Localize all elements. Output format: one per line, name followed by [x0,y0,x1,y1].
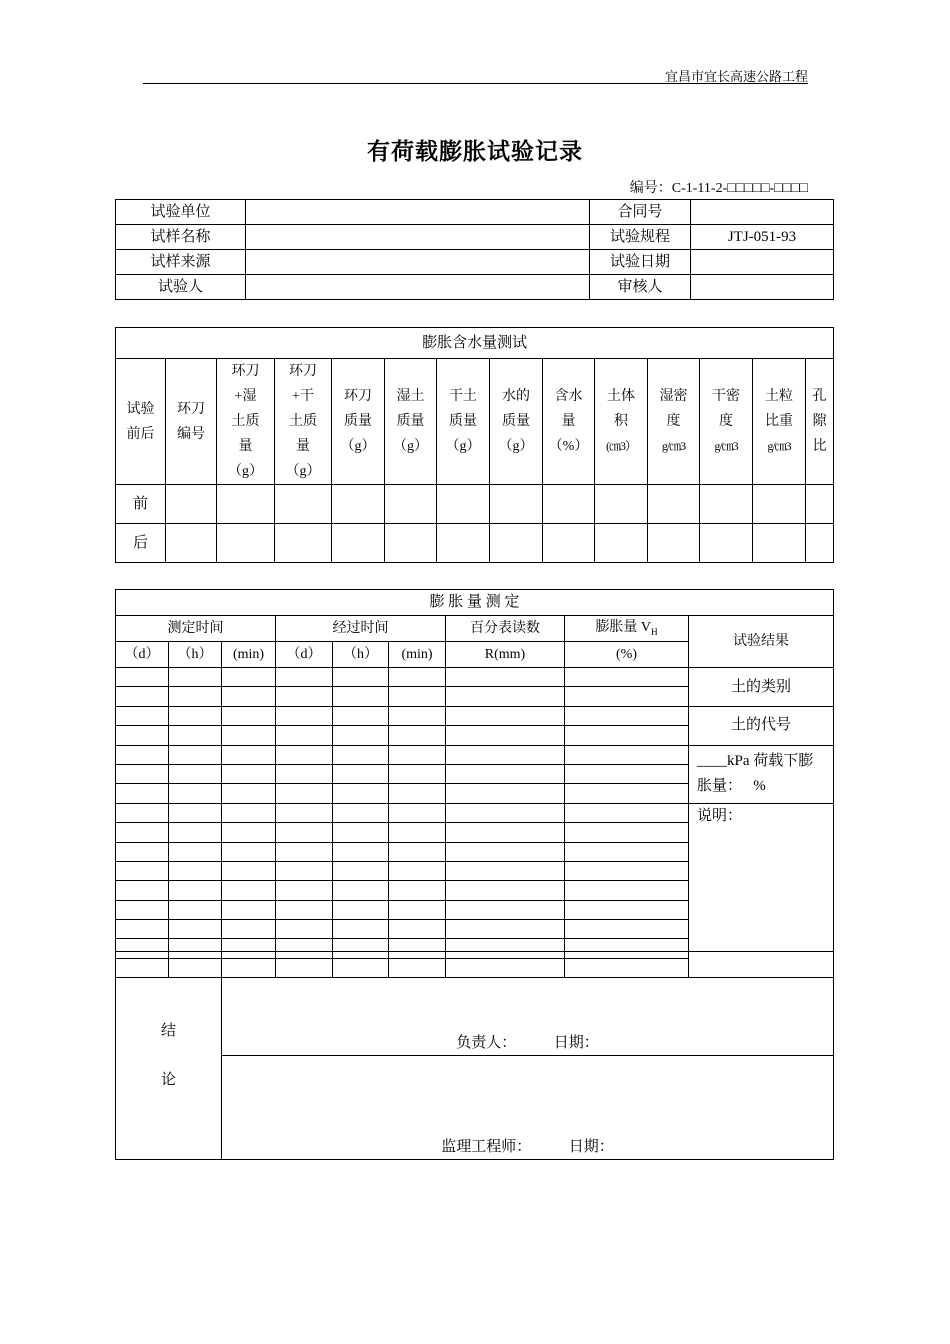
expansion-data-cell[interactable] [169,784,222,803]
soil-code-cell: 土的代号 [689,706,834,745]
expansion-data-cell[interactable] [116,745,169,764]
row-after [116,524,834,563]
expansion-data-cell[interactable] [116,668,169,687]
moisture-data-cell[interactable] [806,524,834,563]
date-label: 试验日期 [590,250,691,275]
expansion-data-cell[interactable] [222,726,276,745]
unit-min: (min) [222,642,276,668]
expansion-data-cell[interactable] [222,842,276,861]
moisture-col-header [543,359,595,485]
expansion-data-cell[interactable] [565,861,689,880]
expansion-data-cell[interactable] [169,726,222,745]
moisture-col-header [437,359,490,485]
dial-reading-header: 百分表读数 [446,616,565,642]
unit-r: R(mm) [446,642,565,668]
moisture-data-cell[interactable] [648,485,700,524]
expansion-data-cell[interactable] [276,764,333,783]
moisture-col-header-line: （%） [548,439,589,454]
moisture-col-header-line: 环刀 [231,364,260,379]
moisture-col-header [648,359,700,485]
expansion-data-cell[interactable] [446,706,565,725]
moisture-data-cell[interactable] [700,524,753,563]
unit-h-elapsed: （h） [333,642,389,668]
expansion-data-cell[interactable] [333,745,389,764]
moisture-col-header [166,359,217,485]
moisture-data-cell[interactable] [275,524,332,563]
expansion-table [115,589,834,978]
moisture-col-header-line: +干 [292,389,314,404]
moisture-col-header [806,359,834,485]
expansion-data-cell[interactable] [565,706,689,725]
expansion-data-cell[interactable] [565,842,689,861]
expansion-data-cell[interactable] [276,706,333,725]
moisture-col-header-line: 湿土 [396,389,425,404]
expansion-data-cell[interactable] [446,764,565,783]
expansion-data-cell[interactable] [169,803,222,822]
moisture-col-header [217,359,275,485]
page-title: 有荷载膨胀试验记录 [367,139,583,164]
expansion-data-cell[interactable] [222,823,276,842]
expansion-data-cell[interactable] [333,668,389,687]
expansion-data-cell[interactable] [389,784,446,803]
moisture-data-cell[interactable] [332,524,385,563]
moisture-col-header-line: 水的 [502,389,530,404]
tester-field[interactable] [246,275,590,300]
expansion-data-row [116,668,834,687]
expansion-data-cell[interactable] [565,920,689,939]
supervisor-line: 监理工程师： 日期： [441,1139,614,1156]
expansion-data-cell[interactable] [446,803,565,822]
unit-d-elapsed: （d） [276,642,333,668]
contract-field[interactable] [691,200,834,225]
expansion-data-cell[interactable] [169,842,222,861]
moisture-data-cell[interactable] [275,485,332,524]
expansion-data-cell[interactable] [389,726,446,745]
moisture-col-header-line: 积 [614,414,628,429]
header-rule [143,83,808,84]
expansion-data-cell[interactable] [276,745,333,764]
moisture-col-header-line: 质量 [502,414,530,429]
expansion-data-cell[interactable] [333,861,389,880]
expansion-data-cell[interactable] [446,823,565,842]
expansion-data-cell[interactable] [446,745,565,764]
moisture-col-header-line: 量 [238,439,253,454]
moisture-col-header-line: 比重 [765,414,793,429]
moisture-data-cell[interactable] [437,485,490,524]
moisture-col-header-line: 干密 [712,389,740,404]
moisture-col-header-line: 土粒 [765,389,793,404]
moisture-col-header-line: 环刀 [344,389,372,404]
moisture-col-header-line: 质量 [396,414,425,429]
moisture-col-header-line: 环刀 [177,401,205,417]
responsible-line: 负责人： 日期： [456,1035,599,1052]
moisture-col-header-line: g/㎝3 [714,439,738,453]
expansion-amount-label: 膨胀量 V [595,619,652,635]
expansion-data-cell[interactable] [222,764,276,783]
expansion-data-cell[interactable] [389,668,446,687]
moisture-col-header [700,359,753,485]
moisture-data-cell[interactable] [332,485,385,524]
moisture-col-header-line: 土质 [289,414,317,429]
expansion-data-cell[interactable] [446,687,565,706]
expansion-data-cell[interactable] [116,726,169,745]
expansion-data-cell[interactable] [389,706,446,725]
measure-time-header: 测定时间 [116,616,276,642]
expansion-data-cell[interactable] [565,668,689,687]
conclusion-table [115,951,834,1160]
moisture-col-header-line: （g） [393,439,428,454]
expansion-data-cell[interactable] [446,861,565,880]
note-cell: 说明： [689,803,834,978]
expansion-data-cell[interactable] [116,803,169,822]
record-code: 编号：C-1-11-2-□□□□□-□□□□ [629,181,808,196]
moisture-col-header-line: (㎝3） [606,439,636,453]
moisture-col-header [595,359,648,485]
expansion-data-cell[interactable] [333,842,389,861]
unit-d: （d） [116,642,169,668]
expansion-data-cell[interactable] [565,764,689,783]
moisture-data-cell[interactable] [648,524,700,563]
expansion-data-cell[interactable] [276,668,333,687]
moisture-col-header-line: 环刀 [289,364,317,379]
moisture-data-cell[interactable] [385,524,437,563]
expansion-data-cell[interactable] [116,764,169,783]
load-expansion-cell [689,745,834,803]
moisture-col-header-line: 量 [296,439,310,454]
moisture-col-header [385,359,437,485]
expansion-data-cell[interactable] [116,706,169,725]
expansion-data-cell[interactable] [169,764,222,783]
expansion-data-cell[interactable] [389,803,446,822]
moisture-col-header-line: 度 [719,414,733,429]
expansion-data-cell[interactable] [169,706,222,725]
expansion-data-cell[interactable] [222,920,276,939]
moisture-data-cell[interactable] [166,524,217,563]
expansion-data-cell[interactable] [222,861,276,880]
expansion-data-cell[interactable] [276,920,333,939]
expansion-data-cell[interactable] [389,900,446,919]
moisture-col-header-line: （g） [228,464,263,479]
expansion-data-cell[interactable] [276,726,333,745]
source-field[interactable] [246,250,590,275]
tester-label: 试验人 [116,275,246,300]
expansion-data-cell[interactable] [169,920,222,939]
expansion-data-cell[interactable] [116,920,169,939]
moisture-table [115,327,834,563]
expansion-data-cell[interactable] [116,784,169,803]
moisture-data-cell[interactable] [385,485,437,524]
unit-min-elapsed: (min) [389,642,446,668]
sample-name-label: 试样名称 [116,225,246,250]
reviewer-label: 审核人 [590,275,691,300]
moisture-col-header [753,359,806,485]
soil-type-cell: 土的类别 [689,668,834,707]
expansion-data-cell[interactable] [276,784,333,803]
row-after-label: 后 [116,524,166,563]
moisture-col-header-line: g/㎝3 [767,439,791,453]
expansion-data-cell[interactable] [389,861,446,880]
expansion-data-cell[interactable] [333,687,389,706]
expansion-data-cell[interactable] [222,784,276,803]
moisture-col-header-line: 编号 [177,426,205,442]
source-label: 试样来源 [116,250,246,275]
moisture-data-cell[interactable] [217,485,275,524]
expansion-data-cell[interactable] [222,668,276,687]
expansion-amount-sub: H [651,626,658,637]
moisture-data-cell[interactable] [753,485,806,524]
conclusion-label-1: 结 [160,1022,176,1039]
expansion-data-cell[interactable] [565,687,689,706]
moisture-data-cell[interactable] [217,524,275,563]
elapsed-time-header: 经过时间 [276,616,446,642]
moisture-data-cell[interactable] [490,485,543,524]
expansion-data-cell[interactable] [222,745,276,764]
row-before [116,485,834,524]
unit-pct: (%) [565,642,689,668]
unit-label: 试验单位 [116,200,246,225]
expansion-data-row [116,706,834,725]
expansion-data-cell[interactable] [389,823,446,842]
expansion-section-title: 膨 胀 量 测 定 [116,590,834,616]
expansion-data-cell[interactable] [222,687,276,706]
moisture-col-header-line: 含水 [554,389,583,404]
expansion-data-cell[interactable] [169,900,222,919]
moisture-col-header-line: 试验 [126,401,155,417]
expansion-data-cell[interactable] [389,842,446,861]
expansion-data-cell[interactable] [333,803,389,822]
expansion-amount-header [565,616,689,642]
expansion-data-cell[interactable] [169,861,222,880]
info-table [115,199,834,300]
expansion-data-cell[interactable] [276,842,333,861]
contract-label: 合同号 [590,200,691,225]
expansion-data-cell[interactable] [276,803,333,822]
conclusion-label [116,952,222,1160]
moisture-data-cell[interactable] [543,485,595,524]
expansion-data-cell[interactable] [116,861,169,880]
expansion-data-cell[interactable] [389,745,446,764]
expansion-data-cell[interactable] [222,881,276,900]
moisture-data-cell[interactable] [595,485,648,524]
expansion-data-cell[interactable] [116,900,169,919]
moisture-col-header-line: 质量 [344,414,372,429]
moisture-header-row [116,359,834,485]
moisture-col-header-line: 土质 [231,414,260,429]
moisture-col-header [490,359,543,485]
unit-h: （h） [169,642,222,668]
moisture-data-cell[interactable] [490,524,543,563]
expansion-data-cell[interactable] [169,881,222,900]
expansion-data-cell[interactable] [333,900,389,919]
expansion-data-cell[interactable] [169,745,222,764]
expansion-data-cell[interactable] [446,784,565,803]
moisture-col-header-line: 比 [812,439,827,454]
expansion-data-cell[interactable] [333,706,389,725]
expansion-data-cell[interactable] [446,726,565,745]
moisture-data-cell[interactable] [595,524,648,563]
moisture-col-header-line: +湿 [234,389,257,404]
moisture-col-header-line: 干土 [449,389,477,404]
moisture-data-cell[interactable] [543,524,595,563]
moisture-data-cell[interactable] [806,485,834,524]
expansion-data-cell[interactable] [565,726,689,745]
expansion-data-cell[interactable] [565,745,689,764]
expansion-data-cell[interactable] [565,900,689,919]
date-field[interactable] [691,250,834,275]
row-before-label: 前 [116,485,166,524]
load-expansion-line: 胀量： % [697,778,766,795]
expansion-data-cell[interactable] [446,881,565,900]
expansion-data-cell[interactable] [446,842,565,861]
test-result-header: 试验结果 [689,616,834,668]
expansion-data-cell[interactable] [333,823,389,842]
moisture-col-header [116,359,166,485]
expansion-data-cell[interactable] [565,823,689,842]
expansion-data-cell[interactable] [116,823,169,842]
conclusion-label-2: 论 [160,1071,176,1088]
moisture-col-header-line: （g） [445,439,481,454]
expansion-data-cell[interactable] [276,900,333,919]
regulation-field[interactable]: JTJ-051-93 [691,225,834,250]
expansion-data-cell[interactable] [389,687,446,706]
expansion-data-row [116,745,834,764]
expansion-data-cell[interactable] [222,803,276,822]
expansion-data-cell[interactable] [389,764,446,783]
expansion-data-cell[interactable] [446,900,565,919]
expansion-data-cell[interactable] [116,881,169,900]
expansion-data-cell[interactable] [333,784,389,803]
moisture-data-cell[interactable] [166,485,217,524]
expansion-data-cell[interactable] [169,668,222,687]
expansion-data-cell[interactable] [389,920,446,939]
moisture-col-header-line: （g） [498,439,534,454]
expansion-data-cell[interactable] [333,920,389,939]
expansion-data-cell[interactable] [565,803,689,822]
regulation-label: 试验规程 [590,225,691,250]
expansion-data-cell[interactable] [222,706,276,725]
expansion-data-cell[interactable] [389,881,446,900]
expansion-data-cell[interactable] [222,900,276,919]
expansion-data-cell[interactable] [276,881,333,900]
moisture-col-header [275,359,332,485]
expansion-data-cell[interactable] [169,687,222,706]
load-expansion-line: ____kPa 荷载下膨 [697,753,814,770]
expansion-data-cell[interactable] [333,726,389,745]
project-name: 宜昌市宜长高速公路工程 [664,69,808,84]
expansion-data-cell[interactable] [446,668,565,687]
moisture-section-title: 膨胀含水量测试 [116,328,834,359]
moisture-col-header-line: 前后 [126,426,155,442]
moisture-col-header-line: 量 [561,414,576,429]
moisture-col-header-line: g/㎝3 [661,439,686,453]
expansion-data-cell[interactable] [276,823,333,842]
moisture-col-header-line: 湿密 [659,389,688,404]
expansion-data-cell[interactable] [333,764,389,783]
expansion-data-cell[interactable] [169,823,222,842]
moisture-col-header-line: 土体 [607,389,635,404]
moisture-col-header-line: 质量 [449,414,477,429]
responsible-cell[interactable] [222,952,834,1056]
expansion-data-cell[interactable] [565,784,689,803]
supervisor-cell[interactable] [222,1056,834,1160]
moisture-data-cell[interactable] [437,524,490,563]
expansion-data-cell[interactable] [333,881,389,900]
expansion-data-cell[interactable] [116,842,169,861]
expansion-data-row [116,803,834,822]
unit-field[interactable] [246,200,590,225]
expansion-data-cell[interactable] [116,687,169,706]
expansion-data-cell[interactable] [565,881,689,900]
moisture-col-header-line: 隙 [812,414,827,429]
moisture-data-cell[interactable] [753,524,806,563]
expansion-data-cell[interactable] [446,920,565,939]
moisture-col-header-line: 度 [666,414,681,429]
sample-name-field[interactable] [246,225,590,250]
moisture-data-cell[interactable] [700,485,753,524]
expansion-data-cell[interactable] [276,687,333,706]
moisture-col-header-line: （g） [340,439,376,454]
moisture-col-header [332,359,385,485]
moisture-col-header-line: （g） [285,464,321,479]
expansion-data-cell[interactable] [276,861,333,880]
moisture-col-header-line: 孔 [812,389,827,404]
reviewer-field[interactable] [691,275,834,300]
